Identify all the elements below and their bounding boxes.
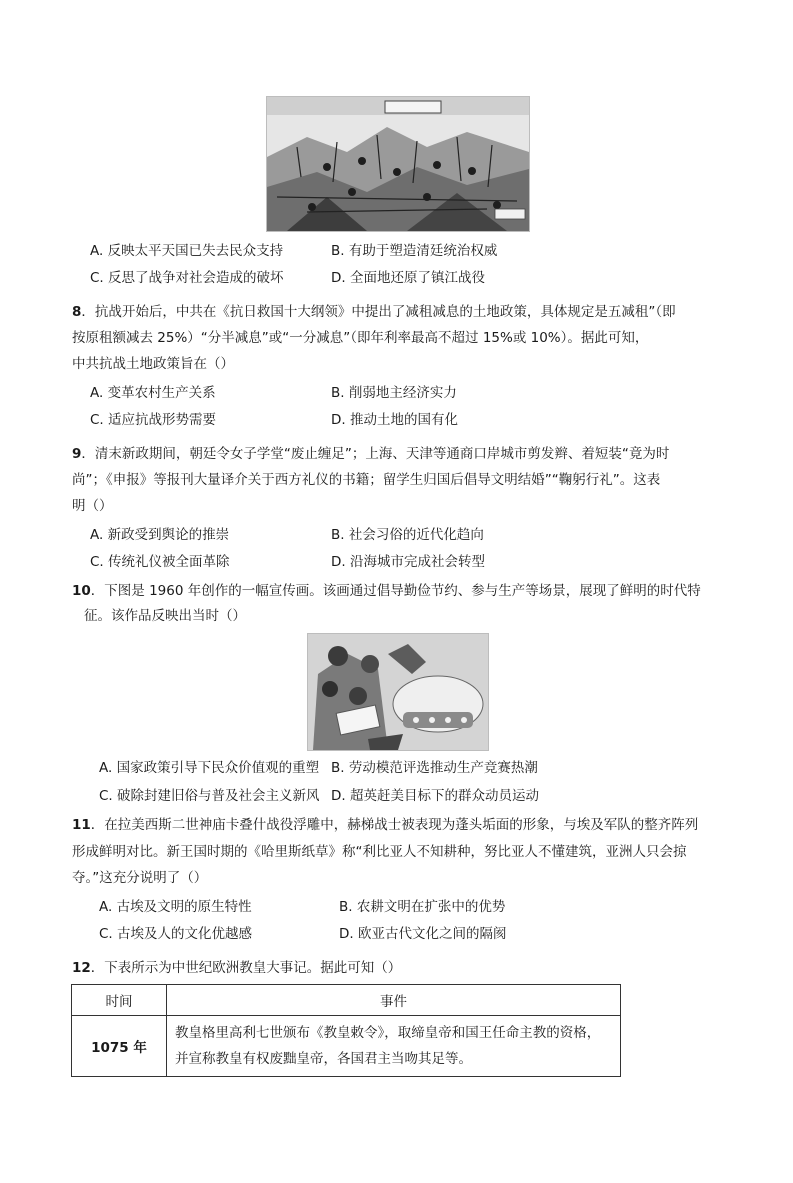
q10-option-d-label: D. [331,788,346,804]
q11-option-d[interactable] [339,924,506,944]
q8-option-a-text: 变革农村生产关系 [107,385,216,401]
q9-option-d-label: D. [331,554,346,570]
q11-option-b-label: B. [339,899,353,915]
table-row [72,1016,621,1077]
q8-option-c[interactable] [90,410,216,430]
q9-line-1: ．清末新政期间，朝廷令女子学堂“废止缠足”；上海、天津等通商口岸城市剪发辫、着短装“竟为时 [81,446,670,462]
q10-stem-line-2: 征。该作品反映出当时（） [84,608,246,624]
table-cell-event-line-2: 并宣称教皇有权废黜皇帝，各国君主当吻其足等。 [175,1051,472,1067]
q7-option-b[interactable] [331,241,497,261]
q8-option-d[interactable] [331,410,458,430]
q11-option-b[interactable] [339,897,505,917]
q11-stem-line-2: 形成鲜明对比。新王国时期的《哈里斯纸草》称“利比亚人不知耕种，努比亚人不懂建筑，亚洲人只会掠 [72,844,687,860]
q12-stem-line [72,958,401,978]
q9-stem-line-1 [72,444,669,464]
q10-option-b-text: 劳动模范评选推动生产竞赛热潮 [348,760,538,776]
q11-stem-line-1 [72,815,698,835]
q8-stem-line-1 [72,302,676,322]
q10-line-1: ．下图是 1960 年创作的一幅宣传画。该画通过倡导勤俭节约、参与生产等场景，展现了鲜明的时代特 [90,583,701,599]
q7-option-c-text: 反思了战争对社会造成的破坏 [108,270,284,286]
q11-option-a-label: A. [99,899,113,915]
q10-option-a-label: A. [99,760,113,776]
q11-number: 11 [72,817,91,833]
poster-illustration [308,634,488,750]
q10-number: 10 [72,583,91,599]
q9-option-d[interactable] [331,552,485,572]
q7-option-b-label: B. [331,243,345,259]
q7-option-c-label: C. [90,270,104,286]
q8-option-d-label: D. [331,412,346,428]
q9-option-b-text: 社会习俗的近代化趋向 [348,527,484,543]
table-header-row [72,985,621,1016]
table-header-event: 事件 [167,985,621,1016]
engraving-illustration [267,97,529,231]
q12-number: 12 [72,960,91,976]
q8-option-b-text: 削弱地主经济实力 [348,385,457,401]
q11-option-a[interactable] [99,897,252,917]
q7-option-a-text: 反映太平天国已失去民众支持 [107,243,284,259]
q7-option-a-label: A. [90,243,104,259]
q10-option-d-text: 超英赶美目标下的群众动员运动 [349,788,539,804]
q9-option-a[interactable] [90,525,229,545]
q8-stem-line-3: 中共抗战土地政策旨在（） [72,356,234,372]
q9-stem-line-3: 明（） [72,498,113,514]
q8-option-d-text: 推动土地的国有化 [349,412,458,428]
papal-events-table [71,984,621,1077]
q7-option-d[interactable] [331,268,485,288]
q10-option-c-label: C. [99,788,113,804]
q7-option-d-label: D. [331,270,346,286]
q12-line: ．下表所示为中世纪欧洲教皇大事记。据此可知（） [90,960,402,976]
q10-option-a[interactable] [99,758,319,778]
q7-option-b-text: 有助于塑造清廷统治权威 [348,243,498,259]
table-header-time: 时间 [72,985,167,1016]
q7-option-d-text: 全面地还原了镇江战役 [349,270,485,286]
q7-option-c[interactable] [90,268,284,288]
table-cell-time: 1075 年 [72,1016,167,1077]
q10-option-a-text: 国家政策引导下民众价值观的重塑 [116,760,320,776]
q8-option-b-label: B. [331,385,345,401]
q11-option-c[interactable] [99,924,252,944]
q10-option-c[interactable] [99,786,320,806]
q10-propaganda-poster-image [307,633,489,751]
q11-stem-line-3: 夺。”这充分说明了（） [72,870,208,886]
q8-option-a[interactable] [90,383,216,403]
q9-option-a-text: 新政受到舆论的推崇 [107,527,230,543]
q9-stem-line-2: 尚”；《申报》等报刊大量译介关于西方礼仪的书籍；留学生归国后倡导文明结婚”“鞠躬行礼”。这表 [72,472,661,488]
q8-option-a-label: A. [90,385,104,401]
q8-option-c-text: 适应抗战形势需要 [108,412,217,428]
q7-option-a[interactable] [90,241,283,261]
q9-option-c[interactable] [90,552,230,572]
q9-option-d-text: 沿海城市完成社会转型 [349,554,485,570]
q11-option-a-text: 古埃及文明的原生特性 [116,899,252,915]
table-cell-event-line-1: 教皇格里高利七世颁布《教皇敕令》，取缔皇帝和国王任命主教的资格， [175,1025,601,1041]
q10-option-b-label: B. [331,760,345,776]
q8-option-c-label: C. [90,412,104,428]
q11-option-c-text: 古埃及人的文化优越感 [117,926,253,942]
q10-option-b[interactable] [331,758,538,778]
q8-number: 8 [72,304,82,320]
q9-option-c-label: C. [90,554,104,570]
q11-option-b-text: 农耕文明在扩张中的优势 [356,899,506,915]
q11-option-d-label: D. [339,926,354,942]
q9-option-a-label: A. [90,527,104,543]
q9-option-c-text: 传统礼仪被全面革除 [108,554,230,570]
q9-number: 9 [72,446,82,462]
q10-option-c-text: 破除封建旧俗与普及社会主义新风 [117,788,320,804]
q7-engraving-image [266,96,530,232]
q11-option-c-label: C. [99,926,113,942]
q8-stem-line-2: 按原租额减去 25%）“分半减息”或“一分减息”（即年利率最高不超过 15%或 10%）。据此可知， [72,330,649,346]
table-cell-event [167,1016,621,1077]
q9-option-b[interactable] [331,525,484,545]
q10-stem-line-1 [72,581,701,601]
q11-option-d-text: 欧亚古代文化之间的隔阂 [357,926,507,942]
q8-line-1: ．抗战开始后，中共在《抗日救国十大纲领》中提出了减租减息的土地政策，具体规定是五减租”（即 [81,304,676,320]
q8-option-b[interactable] [331,383,457,403]
q9-option-b-label: B. [331,527,345,543]
q11-line-1: ．在拉美西斯二世神庙卡叠什战役浮雕中，赫梯战士被表现为蓬头垢面的形象，与埃及军队的整齐阵列 [90,817,699,833]
q10-option-d[interactable] [331,786,539,806]
